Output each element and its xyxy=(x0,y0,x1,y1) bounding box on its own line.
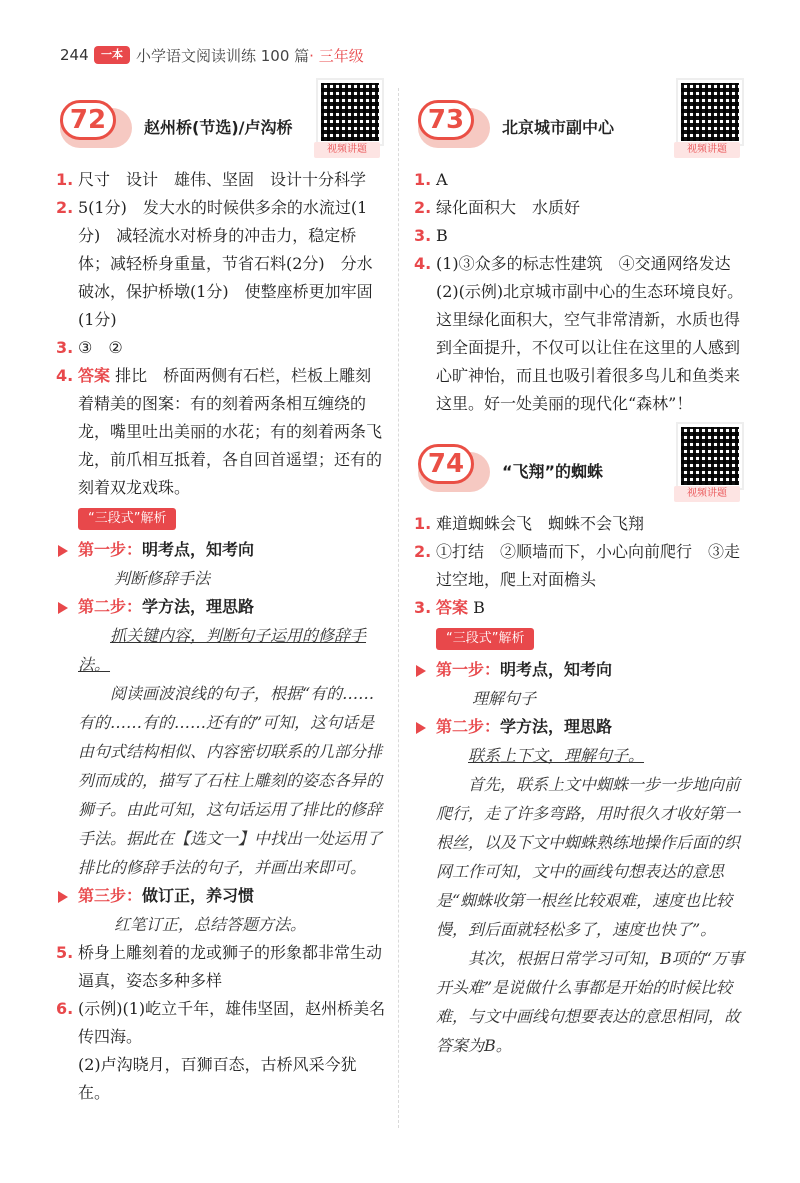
item-text: B xyxy=(468,598,485,617)
answer-item xyxy=(56,995,386,1051)
answer-tag: 答案 xyxy=(436,598,469,617)
step-text: 明考点，知考向 xyxy=(142,540,255,559)
page-number: 244 xyxy=(60,46,89,64)
answer-item xyxy=(414,510,748,538)
book-title xyxy=(136,45,364,66)
item-number: 3. xyxy=(414,598,432,617)
item-text: 绿化面积大 水质好 xyxy=(436,198,581,217)
qr-code-icon[interactable] xyxy=(678,424,742,488)
step-label: 第一步： xyxy=(436,660,501,679)
left-column xyxy=(56,100,386,1107)
brand-logo: 一本 xyxy=(94,46,130,64)
item-number: 3. xyxy=(56,338,74,357)
arrow-icon xyxy=(416,722,426,734)
answer-item xyxy=(56,194,386,334)
video-label: 视频讲题 xyxy=(674,142,740,158)
answer-item xyxy=(414,194,748,222)
arrow-icon xyxy=(58,891,68,903)
arrow-icon xyxy=(58,602,68,614)
qr-code-icon[interactable] xyxy=(678,80,742,144)
column-divider xyxy=(398,88,399,1128)
right-column xyxy=(414,100,748,1060)
step-text: 学方法，理思路 xyxy=(142,597,255,616)
answer-item xyxy=(414,594,748,622)
section-number: 72 xyxy=(60,100,116,140)
answer-item xyxy=(56,362,386,502)
item-number: 2. xyxy=(56,198,74,217)
step-two xyxy=(56,593,386,621)
handwritten-paragraph: 阅读画波浪线的句子，根据“有的……有的……有的……还有的”可知，这句话是由句式结构相似、内容密切联系的几部分排列而成的，描写了石柱上雕刻的姿态各异的狮子。由此可知，这句话运用了排比的修辞手法。据此在【选文一】中找出一处运用了排比的修辞手法的句子，并画出来即可。 xyxy=(78,684,383,877)
item-number: 4. xyxy=(414,254,432,273)
page-header xyxy=(60,42,760,70)
answer-item xyxy=(56,939,386,995)
book-title-text: 小学语文阅读训练 100 篇 xyxy=(136,47,310,65)
item-text: (示例)(1)屹立千年，雄伟坚固，赵州桥美名传四海。 xyxy=(78,999,386,1046)
handwritten-paragraph: 首先，联系上文中蜘蛛一步一步地向前爬行，走了许多弯路，用时很久才收好第一根丝，以及下文中蜘蛛熟练地操作后面的织网工作可知，文中的画线句想表达的意思是“蜘蛛收第一根丝比较艰难，速度也比较慢，到后面就轻松多了，速度也快了”。 xyxy=(436,775,741,939)
item-text: 尺寸 设计 雄伟、坚固 设计十分科学 xyxy=(78,170,367,189)
answer-tag: 答案 xyxy=(78,366,111,385)
item-number: 1. xyxy=(56,170,74,189)
section-73-header xyxy=(414,100,748,160)
answer-item xyxy=(414,250,748,278)
handwritten-note: 判断修辞手法 xyxy=(114,569,211,588)
handwritten-note: 理解句子 xyxy=(472,689,537,708)
section-title: 北京城市副中心 xyxy=(502,118,615,137)
item-number: 1. xyxy=(414,170,432,189)
answer-item-continued xyxy=(56,1051,386,1107)
step-two xyxy=(414,713,748,741)
answer-item-continued xyxy=(414,278,748,418)
step-text: 学方法，理思路 xyxy=(500,717,613,736)
step-one xyxy=(414,656,748,684)
analysis-tag: “三段式”解析 xyxy=(78,508,176,530)
grade-label: · 三年级 xyxy=(309,47,364,65)
item-number: 2. xyxy=(414,198,432,217)
item-text: 5(1分) 发大水的时候供多余的水流过(1分) 减轻流水对桥身的冲击力，稳定桥体；减轻桥身重量，节省石料(2分) 分水破冰，保护桥墩(1分) 使整座桥更加牢固(1分) xyxy=(78,198,373,329)
answer-item xyxy=(56,166,386,194)
item-number: 3. xyxy=(414,226,432,245)
item-text: B xyxy=(436,226,448,245)
answer-item xyxy=(414,166,748,194)
arrow-icon xyxy=(416,665,426,677)
section-number: 73 xyxy=(418,100,474,140)
handwritten-note: 红笔订正，总结答题方法。 xyxy=(114,915,307,934)
item-text: ①打结 ②顺墙而下，小心向前爬行 ③走过空地，爬上对面檐头 xyxy=(436,542,741,589)
step-label: 第一步： xyxy=(78,540,143,559)
item-text: (2)(示例)北京城市副中心的生态环境良好。这里绿化面积大，空气非常清新，水质也得到全面提升，不仅可以让住在这里的人感到心旷神怡，而且也吸引着很多鸟儿和鱼类来这里。好一处美丽的现代化“森林”！ xyxy=(436,282,744,413)
step-label: 第二步： xyxy=(78,597,143,616)
handwritten-paragraph: 其次，根据日常学习可知，B项的“万事开头难”是说做什么事都是开始的时候比较难，与文中画线句想要表达的意思相同，故答案为B。 xyxy=(436,949,744,1055)
item-text: 难道蜘蛛会飞 蜘蛛不会飞翔 xyxy=(436,514,645,533)
video-label: 视频讲题 xyxy=(674,486,740,502)
section-title: 赵州桥(节选)/卢沟桥 xyxy=(144,118,293,137)
item-text: 排比 桥面两侧有石栏，栏板上雕刻着精美的图案：有的刻着两条相互缠绕的龙，嘴里吐出美丽的水花；有的刻着两条飞龙，前爪相互抵着，各自回首遥望；还有的刻着双龙戏珠。 xyxy=(78,366,383,497)
item-number: 1. xyxy=(414,514,432,533)
qr-code-icon[interactable] xyxy=(318,80,382,144)
answer-item xyxy=(414,222,748,250)
section-title: “飞翔”的蜘蛛 xyxy=(502,462,604,481)
step-one xyxy=(56,536,386,564)
answer-item xyxy=(56,334,386,362)
handwritten-note: 抓关键内容，判断句子运用的修辞手法。 xyxy=(78,626,367,674)
item-text: 桥身上雕刻着的龙或狮子的形象都非常生动逼真，姿态多种多样 xyxy=(78,943,383,990)
section-number: 74 xyxy=(418,444,474,484)
item-text: (1)③众多的标志性建筑 ④交通网络发达 xyxy=(436,254,731,273)
step-three xyxy=(56,882,386,910)
section-72-header xyxy=(56,100,386,160)
item-number: 6. xyxy=(56,999,74,1018)
item-number: 4. xyxy=(56,366,74,385)
item-text: (2)卢沟晓月，百狮百态，古桥风采今犹在。 xyxy=(78,1055,357,1102)
item-number: 2. xyxy=(414,542,432,561)
video-label: 视频讲题 xyxy=(314,142,380,158)
answer-item xyxy=(414,538,748,594)
step-text: 明考点，知考向 xyxy=(500,660,613,679)
handwritten-note: 联系上下文，理解句子。 xyxy=(468,746,645,765)
analysis-tag: “三段式”解析 xyxy=(436,628,534,650)
item-text: ③ ② xyxy=(78,338,123,357)
item-text: A xyxy=(436,170,448,189)
step-label: 第二步： xyxy=(436,717,501,736)
item-number: 5. xyxy=(56,943,74,962)
step-label: 第三步： xyxy=(78,886,143,905)
step-text: 做订正，养习惯 xyxy=(142,886,255,905)
arrow-icon xyxy=(58,545,68,557)
section-74-header xyxy=(414,444,748,504)
